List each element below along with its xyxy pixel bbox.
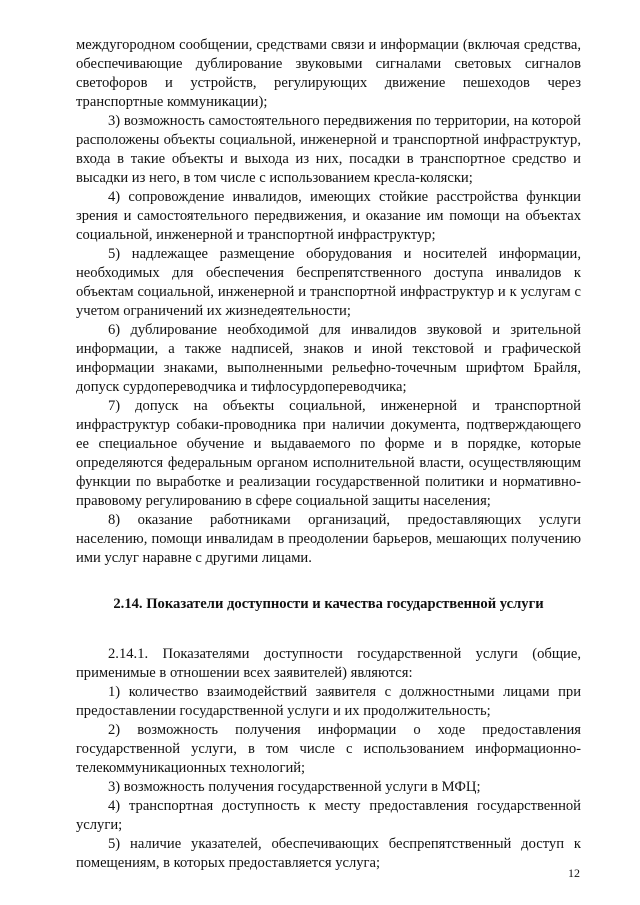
paragraph-item-6: 6) дублирование необходимой для инвалидов звуковой и зрительной информации, а также надписей, знаков и иной текстовой и графической информации знаками, выполненными рельефно-точечным шрифтом Брайля, допуск сурдопереводчика и тифлосурдопереводчика; — [76, 322, 581, 395]
paragraph-2-14-1: 2.14.1. Показателями доступности государственной услуги (общие, применимые в отношении всех заявителей) являются: — [76, 646, 581, 681]
paragraph-continuation: междугородном сообщении, средствами связи и информации (включая средства, обеспечивающие дублирование звуковыми сигналами световых сигналов светофоров и устройств, регулирующих движение пешеходов через транспортные коммуникации); — [76, 37, 581, 110]
section-heading: 2.14. Показатели доступности и качества государственной услуги — [113, 596, 544, 612]
paragraph-indicator-1: 1) количество взаимодействий заявителя с должностными лицами при предоставлении государственной услуги и их продолжительность; — [76, 684, 581, 719]
paragraph-item-8: 8) оказание работниками организаций, предоставляющих услуги населению, помощи инвалидам в преодолении барьеров, мешающих получению ими услуг наравне с другими лицами. — [76, 512, 581, 566]
page-number: 12 — [568, 866, 580, 880]
paragraph-item-7: 7) допуск на объекты социальной, инженерной и транспортной инфраструктур собаки-проводника при наличии документа, подтверждающего ее специальное обучение и выдаваемого по форме и в порядке, которые определяются федеральным органом исполнительной власти, осуществляющим функции по выработке и реализации государственной политики и нормативно-правовому регулированию в сфере социальной защиты населения; — [76, 398, 581, 509]
paragraph-item-5: 5) надлежащее размещение оборудования и носителей информации, необходимых для обеспечения беспрепятственного доступа инвалидов к объектам социальной, инженерной и транспортной инфраструктур и к услугам с учетом ограничений их жизнедеятельности; — [76, 246, 581, 319]
document-page — [76, 36, 581, 873]
paragraph-item-3: 3) возможность самостоятельного передвижения по территории, на которой расположены объекты социальной, инженерной и транспортной инфраструктур, входа в такие объекты и выхода из них, посадки в транспортное средство и высадки из него, в том числе с использованием кресла-коляски; — [76, 113, 581, 186]
paragraph-indicator-4: 4) транспортная доступность к месту предоставления государственной услуги; — [76, 798, 581, 833]
paragraph-indicator-5: 5) наличие указателей, обеспечивающих беспрепятственный доступ к помещениям, в которых предоставляется услуга; — [76, 836, 581, 871]
paragraph-indicator-3: 3) возможность получения государственной услуги в МФЦ; — [108, 779, 481, 795]
paragraph-item-4: 4) сопровождение инвалидов, имеющих стойкие расстройства функции зрения и самостоятельного передвижения, и оказание им помощи на объектах социальной, инженерной и транспортной инфраструктур; — [76, 189, 581, 243]
paragraph-indicator-2: 2) возможность получения информации о ходе предоставления государственной услуги, в том числе с использованием информационно-телекоммуникационных технологий; — [76, 722, 581, 776]
